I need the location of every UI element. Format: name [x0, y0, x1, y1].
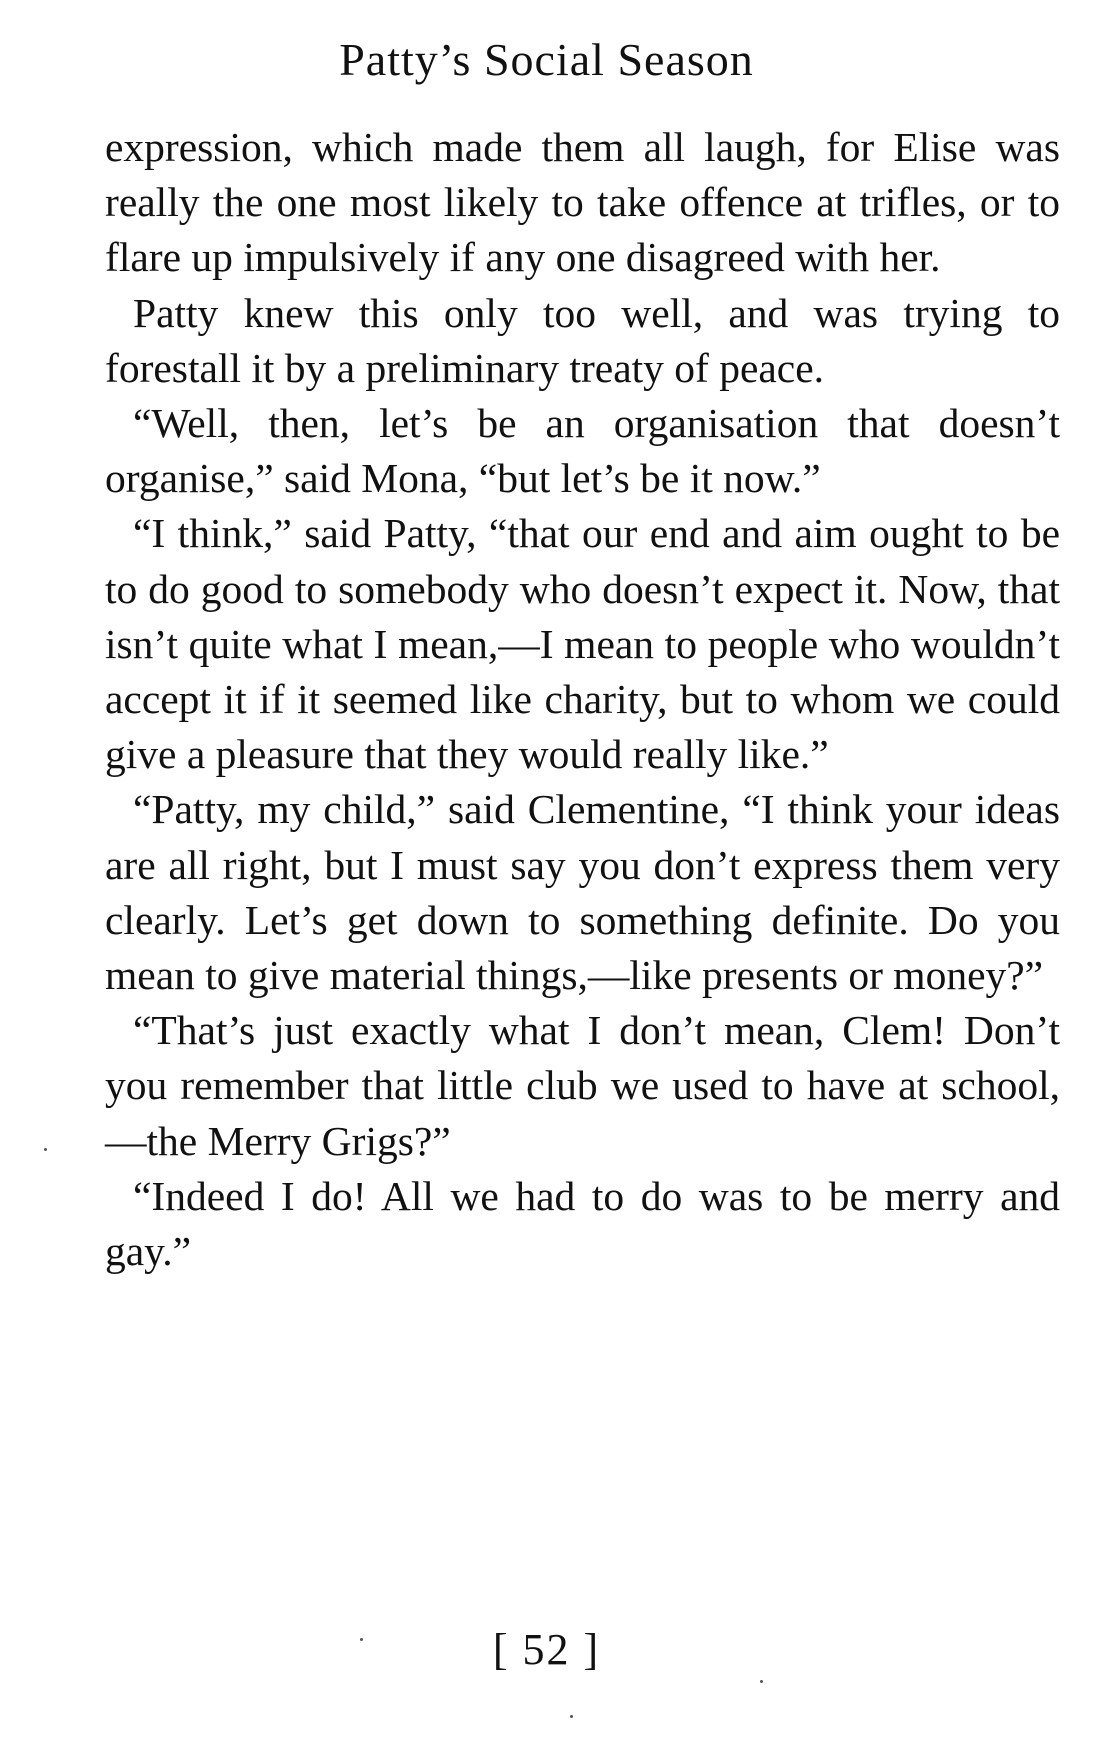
paragraph-5: “Patty, my child,” said Clementine, “I think your ideas are all right, but I must say you don’t express them very clearly. Let’s get down to something definite. Do you mean to give material things,—like presents or money?” [105, 786, 1060, 999]
paragraph-6: “That’s just exactly what I don’t mean, Clem! Don’t you remember that little club we used to have at school,—the Merry Grigs?” [105, 1007, 1060, 1164]
paragraph-7: “Indeed I do! All we had to do was to be merry and gay.” [105, 1172, 1060, 1275]
running-head: Patty’s Social Season [339, 34, 754, 85]
paragraph-1: expression, which made them all laugh, for Elise was really the one most likely to take offence at trifles, or to flare up impulsively if any one disagreed with her. [105, 124, 1060, 281]
paragraph-3: “Well, then, let’s be an organisation that doesn’t organise,” said Mona, “but let’s be it now.” [105, 400, 1060, 502]
scan-speck [44, 1148, 47, 1151]
paragraph-4: “I think,” said Patty, “that our end and aim ought to be to do good to somebody who doesn’t expect it. Now, that isn’t quite what I mean,—I mean to people who wouldn’t accept it if it seemed like charity, but to whom we could give a pleasure that they would really like.” [105, 510, 1060, 778]
page-number: [ 52 ] [492, 1625, 601, 1674]
scan-speck [570, 1715, 573, 1718]
paragraph-2: Patty knew this only too well, and was trying to forestall it by a preliminary treaty of peace. [105, 289, 1060, 391]
scan-speck [360, 1638, 363, 1641]
body-text [105, 120, 1060, 1279]
scan-speck [760, 1680, 763, 1683]
